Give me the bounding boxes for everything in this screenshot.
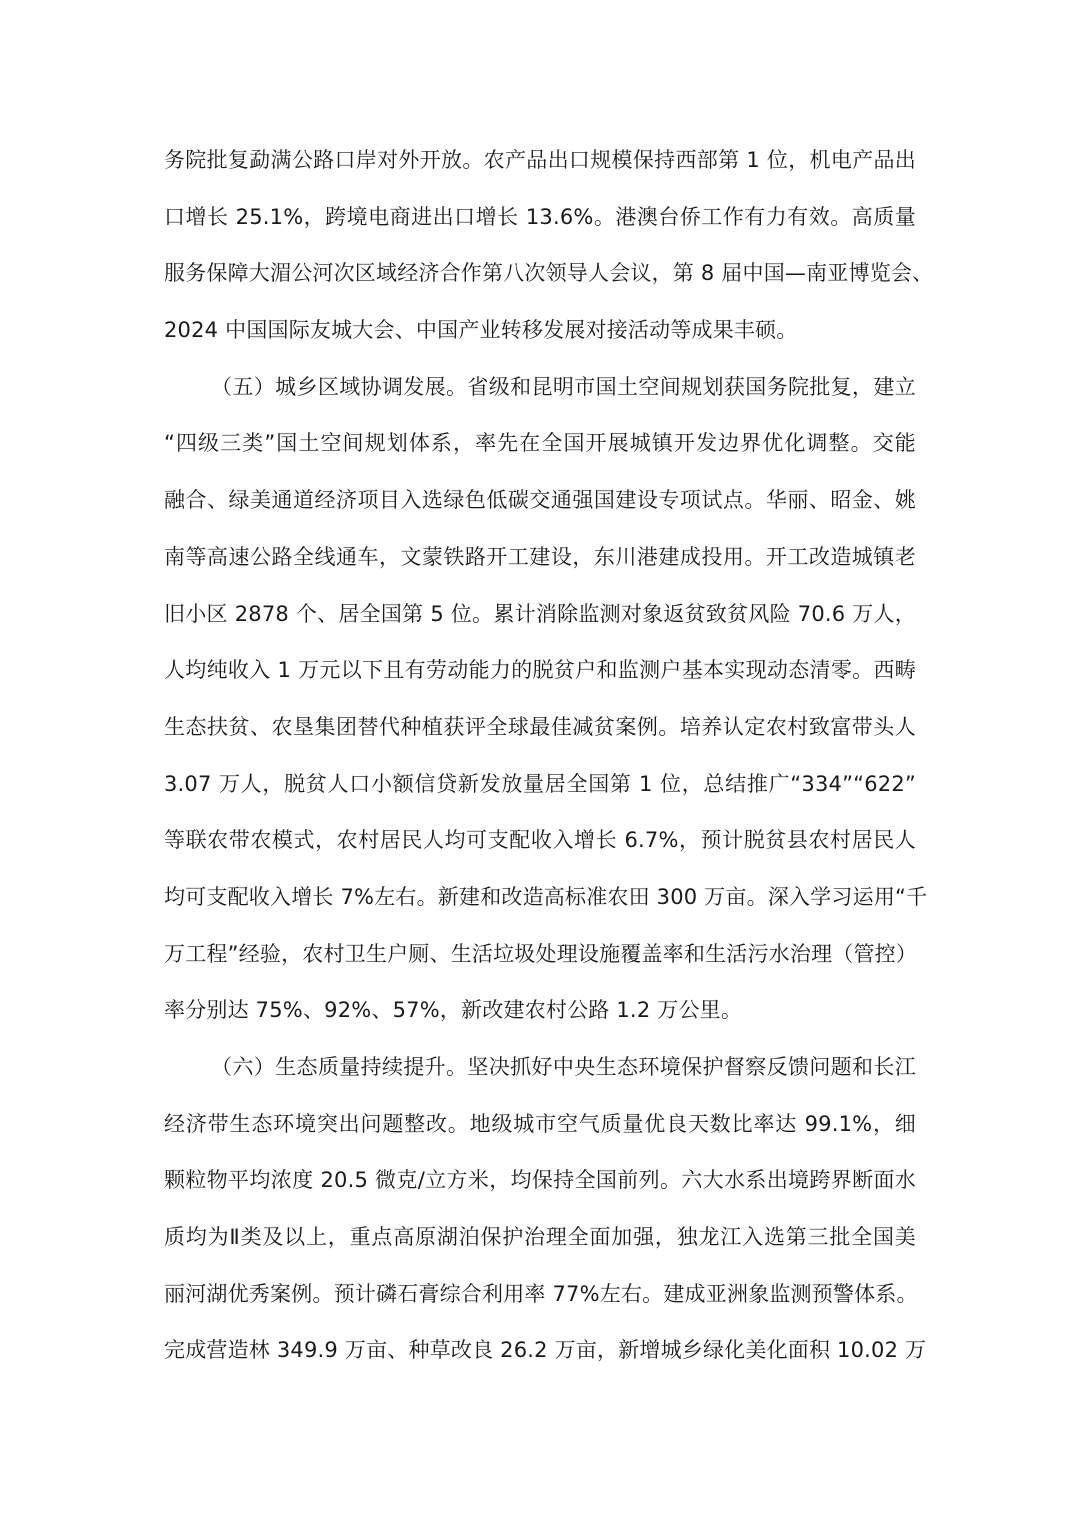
text-line: 融合、绿美通道经济项目入选绿色低碳交通强国建设专项试点。华丽、昭金、姚 [164,488,916,513]
text-line: 经济带生态环境突出问题整改。地级城市空气质量优良天数比率达 99.1%，细 [164,1111,916,1136]
text-line: 务院批复勐满公路口岸对外开放。农产品出口规模保持西部第 1 位，机电产品出 [164,148,916,172]
text-line: 颗粒物平均浓度 20.5 微克/立方米，均保持全国前列。六大水系出境跨界断面水 [164,1168,916,1193]
text-line: 生态扶贫、农垦集团替代种植获评全球最佳减贫案例。培养认定农村致富带头人 [164,714,916,739]
text-line: 南等高速公路全线通车，文蒙铁路开工建设，东川港建成投用。开工改造城镇老 [164,544,916,569]
document-body [164,132,934,1379]
text-line: 口增长 25.1%，跨境电商进出口增长 13.6%。港澳台侨工作有力有效。高质量 [164,204,916,229]
text-line: 万工程”经验，农村卫生户厕、生活垃圾处理设施覆盖率和生活污水治理（管控） [164,941,918,966]
text-line: 服务保障大湄公河次区域经济合作第八次领导人会议，第 8 届中国—南亚博览会、 [164,261,934,286]
text-line: 旧小区 2878 个、居全国第 5 位。累计消除监测对象返贫致贫风险 70.6 万人， [164,601,916,626]
section-heading-line: （六）生态质量持续提升。坚决抓好中央生态环境保护督察反馈问题和长江 [211,1055,916,1079]
section-heading-line: （五）城乡区域协调发展。省级和昆明市国土空间规划获国务院批复，建立 [211,374,916,399]
text-line: 2024 中国国际友城大会、中国产业转移发展对接活动等成果丰硕。 [164,318,798,343]
text-line: 均可支配收入增长 7%左右。新建和改造高标准农田 300 万亩。深入学习运用“千 [164,884,928,909]
text-line: 率分别达 75%、92%、57%，新改建农村公路 1.2 万公里。 [164,998,743,1023]
text-line: 丽河湖优秀案例。预计磷石膏综合利用率 77%左右。建成亚洲象监测预警体系。 [164,1281,918,1306]
text-line: 质均为Ⅱ类及以上，重点高原湖泊保护治理全面加强，独龙江入选第三批全国美 [164,1225,916,1250]
text-line: 3.07 万人，脱贫人口小额信贷新发放量居全国第 1 位，总结推广“334”“622” [164,771,916,796]
text-line: “四级三类”国土空间规划体系，率先在全国开展城镇开发边界优化调整。交能 [164,431,916,456]
text-line: 人均纯收入 1 万元以下且有劳动能力的脱贫户和监测户基本实现动态清零。西畴 [164,658,916,683]
text-line: 完成营造林 349.9 万亩、种草改良 26.2 万亩，新增城乡绿化美化面积 10.02 万 [164,1338,927,1363]
text-line: 等联农带农模式，农村居民人均可支配收入增长 6.7%，预计脱贫县农村居民人 [164,828,916,853]
